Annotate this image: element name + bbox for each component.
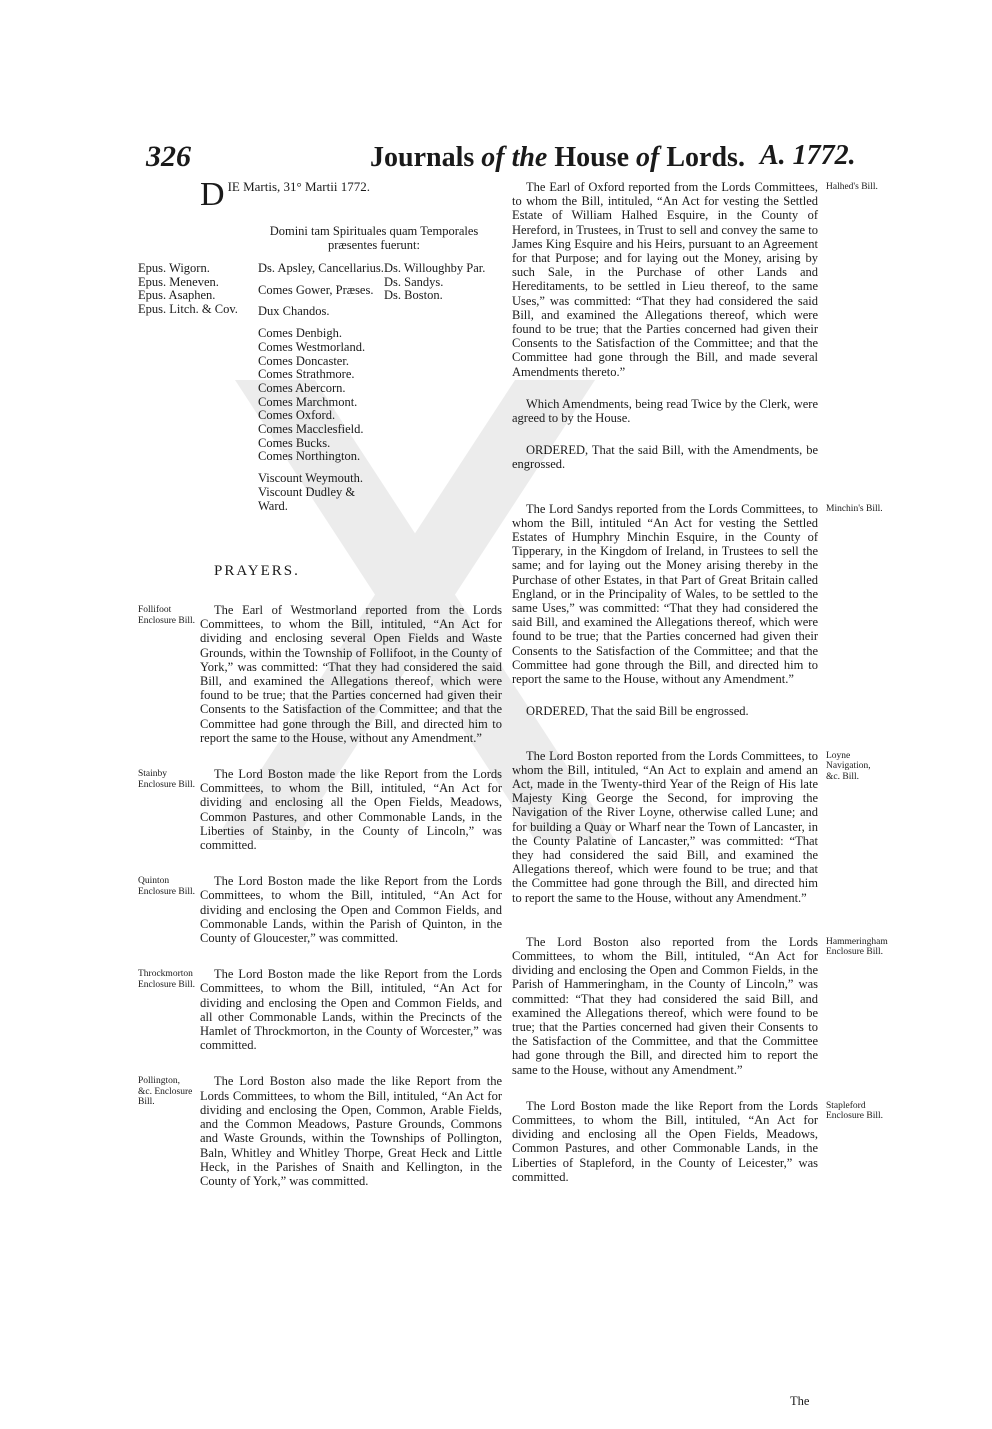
journal-entry [512,180,884,379]
entry-text: The Earl of Oxford reported from the Lords Committees, to whom the Bill, intituled, “An Act for vesting the Settled Estate of William Halhed Esquire, in the County of Hereford, in Trustees, in Trust to sell and convey the same to James King Esquire and his Heirs, pursuant to an Agreement for that Purpose; and for laying out the Money, arising by such Sale, in the Purchase of other Lands and Hereditaments, to be settled in Lieu thereof, to the same Uses,” was committed: “That they had considered the said Bill, and examined the Allegations thereof, which were found to be true; that the Parties concerned had given their Consents to the Satisfaction of the Committee; and that the Committee had gone through the Bill, and made several Amendments thereto.” [512,180,818,379]
journal-entry [138,767,502,852]
entry-text: The Lord Boston made the like Report from the Lords Committees, to whom the Bill, intituled, “An Act for dividing and enclosing the Open and Common Fields, and all other Commonable Lands, within the Precincts of the Hamlet of Throckmorton, in the County of Worcester,” was committed. [200,967,502,1053]
journal-entry [138,967,502,1052]
title-of-the: of the [481,142,555,173]
attendance-name: Viscount Weymouth. [258,471,363,486]
entry-text: The Lord Boston made the like Report from the Lords Committees, to whom the Bill, intituled, “An Act for dividing and enclosing all the Open Fields, Meadows, Common Pastures, and other Commonable Lands, in the Liberties of Stainby, in the County of Lincoln,” was committed. [200,767,502,853]
year-heading: A. 1772. [760,140,856,171]
title-of: of [636,142,667,173]
margin-note: Quinton Enclosure Bill. [138,876,195,897]
attendance-name: Comes Marchmont. [258,394,358,409]
journal-entry [512,934,888,1077]
margin-note: Throckmorton Enclosure Bill. [138,969,195,990]
journal-entry [138,1074,502,1188]
margin-note: Hammeringham Enclosure Bill. [826,936,888,958]
margin-note: Minchin's Bill. [826,503,883,514]
journal-entry [512,704,884,718]
margin-note: Follifoot Enclosure Bill. [138,605,195,626]
attendance-name: Comes Gower, Præses. [258,282,374,297]
entry-text: ORDERED, That the said Bill, with the Amendments, be engrossed. [512,443,818,472]
journal-entry [512,1099,884,1184]
journal-entry [138,874,502,945]
attendance-name: Epus. Wigorn. [138,261,210,275]
attendance-name: Comes Northington. [258,449,361,464]
margin-note: Loyne Navigation, &c. Bill. [826,750,871,782]
entry-text: The Lord Boston also reported from the Lords Committees, to whom the Bill, intituled, “An Act for dividing and enclosing the Open and Common Fields, in the Parish of Hammeringham, in the County of Lincoln,” was committed: “That they had considered the said Bill, and examined the Allegations thereof, which were found to be true; that the Parties concerned had given their Consents to the Satisfaction of the Committee, and that the Committee had gone through the Bill, and directed him to report the same to the House, without any Amendment.” [512,934,818,1077]
margin-note: Stapleford Enclosure Bill. [826,1100,883,1122]
journal-entry [512,443,884,471]
title-lords: Lords. [666,142,745,173]
attendance-name: Ds. Willoughby Par. [384,261,486,275]
attendance-name: Comes Westmorland. [258,339,366,354]
attendance-name: Comes Macclesfield. [258,422,364,437]
entry-text: The Lord Boston also made the like Report from the Lords Committees, to whom the Bill, intituled, “An Act for dividing and enclosing the Open, Common, Arable Fields, and the Common Meadows, Pasture Grounds, Commons and Waste Grounds, within the Townships of Pollington, Baln, Whitley and Whitley Thorpe, Great Heck and Little Heck, in the Parishes of Snaith and Kellington, in the County of York,” was committed. [200,1074,502,1188]
attendance-bishops [138,262,258,317]
title-journals: Journals [370,142,482,173]
attendance-name: Comes Oxford. [258,408,336,423]
attendance-name: Epus. Litch. & Cov. [138,302,238,317]
attendance-name: Ds. Boston. [384,288,443,303]
attendance-name: Comes Bucks. [258,435,331,450]
attendance-name: Comes Abercorn. [258,380,346,395]
attendance-peers [258,262,384,513]
journal-entry [512,397,884,425]
session-date [200,176,500,213]
margin-note: Halhed's Bill. [826,182,878,192]
present-line: Domini tam Spirituales quam Temporales præsentes fuerunt: [269,224,479,253]
dropcap: D [200,176,225,213]
page-number: 326 [146,140,191,173]
left-column [138,603,502,1206]
attendance-name: Ds. Apsley, Cancellarius. [258,261,384,275]
attendance-name: Comes Denbigh. [258,326,343,341]
journal-entry [512,749,884,905]
attendance-name: Dux Chandos. [258,304,330,319]
margin-note: Stainby Enclosure Bill. [138,769,195,790]
entry-text: Which Amendments, being read Twice by the Clerk, were agreed to by the House. [512,396,818,426]
journal-entry [138,603,502,745]
entry-text: The Earl of Westmorland reported from the Lords Committees, to whom the Bill, intituled, “An Act for dividing and enclosing several Open Fields and Waste Grounds, within the Township of Follifoot, in the County of York,” was committed: “That they had considered the said Bill, and examined the Allegations thereof, which were found to be true; that the Parties concerned had given their Consents to the Satisfaction of the Committee; and that the Committee had gone through the Bill, and directed him to report the same to the House, without any Amendment.” [200,603,502,745]
margin-note: Pollington, &c. Enclosure Bill. [138,1076,193,1108]
entry-text: The Lord Boston made the like Report from the Lords Committees, to whom the Bill, intituled, “An Act for dividing and enclosing the Open and Common Fields, and Commonable Lands, within the Parish of Quinton, in the County of Gloucester,” was committed. [200,874,502,946]
attendance-name: Epus. Meneven. [138,274,219,289]
title-house: House [554,142,637,173]
attendance-name: Comes Doncaster. [258,353,349,368]
attendance-barons [384,262,494,303]
attendance-name: Viscount Dudley & Ward. [258,484,356,513]
prayers-heading: PRAYERS. [214,563,300,579]
attendance-name: Comes Strathmore. [258,367,355,382]
entry-text: The Lord Sandys reported from the Lords Committees, to whom the Bill, intituled “An Act for vesting the Settled Estates of Humphry Minchin Esquire, in the County of Tipperary, in the Kingdom of Ireland, in Trustees to sell the same; and for laying out the Money arising thereby in the Purchase of other Estates, in that Part of Great Britain called England, or in the Principality of Wales, to be settled to the same Uses,” was committed: “That they had considered the said Bill, and examined the Allegations thereof, which were found to be true; that the Parties concerned had given their Consents to the Satisfaction of the Committee; and that the Committee had gone through the Bill, and directed him to report the same to the House, without any Amendment.” [512,501,818,687]
catchword: The [790,1394,810,1408]
attendance-name: Ds. Sandys. [384,274,444,289]
attendance-name: Epus. Asaphen. [138,288,216,303]
journal-entry [512,502,884,687]
session-date-text: IE Martis, 31° Martii 1772. [227,179,370,194]
entry-text: The Lord Boston made the like Report from the Lords Committees, to whom the Bill, intituled, “An Act for dividing and enclosing all the Open Fields, Meadows, Common Pastures, and other Commonable Lands, in the Liberties of Stapleford, in the County of Leicester,” was committed. [512,1098,818,1184]
running-title [370,142,745,174]
right-column [512,180,888,1202]
entry-text: ORDERED, That the said Bill be engrossed. [526,704,749,719]
entry-text: The Lord Boston reported from the Lords Committees, to whom the Bill, intituled, “An Act to explain and amend an Act, made in the Twenty-third Year of the Reign of His late Majesty King George the Second, for improving the Navigation of the River Loyne, otherwise called Lune; and for building a Quay or Wharf near the Town of Lancaster, in the County Palatine of Lancaster,” was committed: “That they had considered the said Bill, and examined the Allegations thereof, which were found to be true; and that the Committee had gone through the Bill, and directed him to report the same to the House, without any Amendment.” [512,748,818,905]
